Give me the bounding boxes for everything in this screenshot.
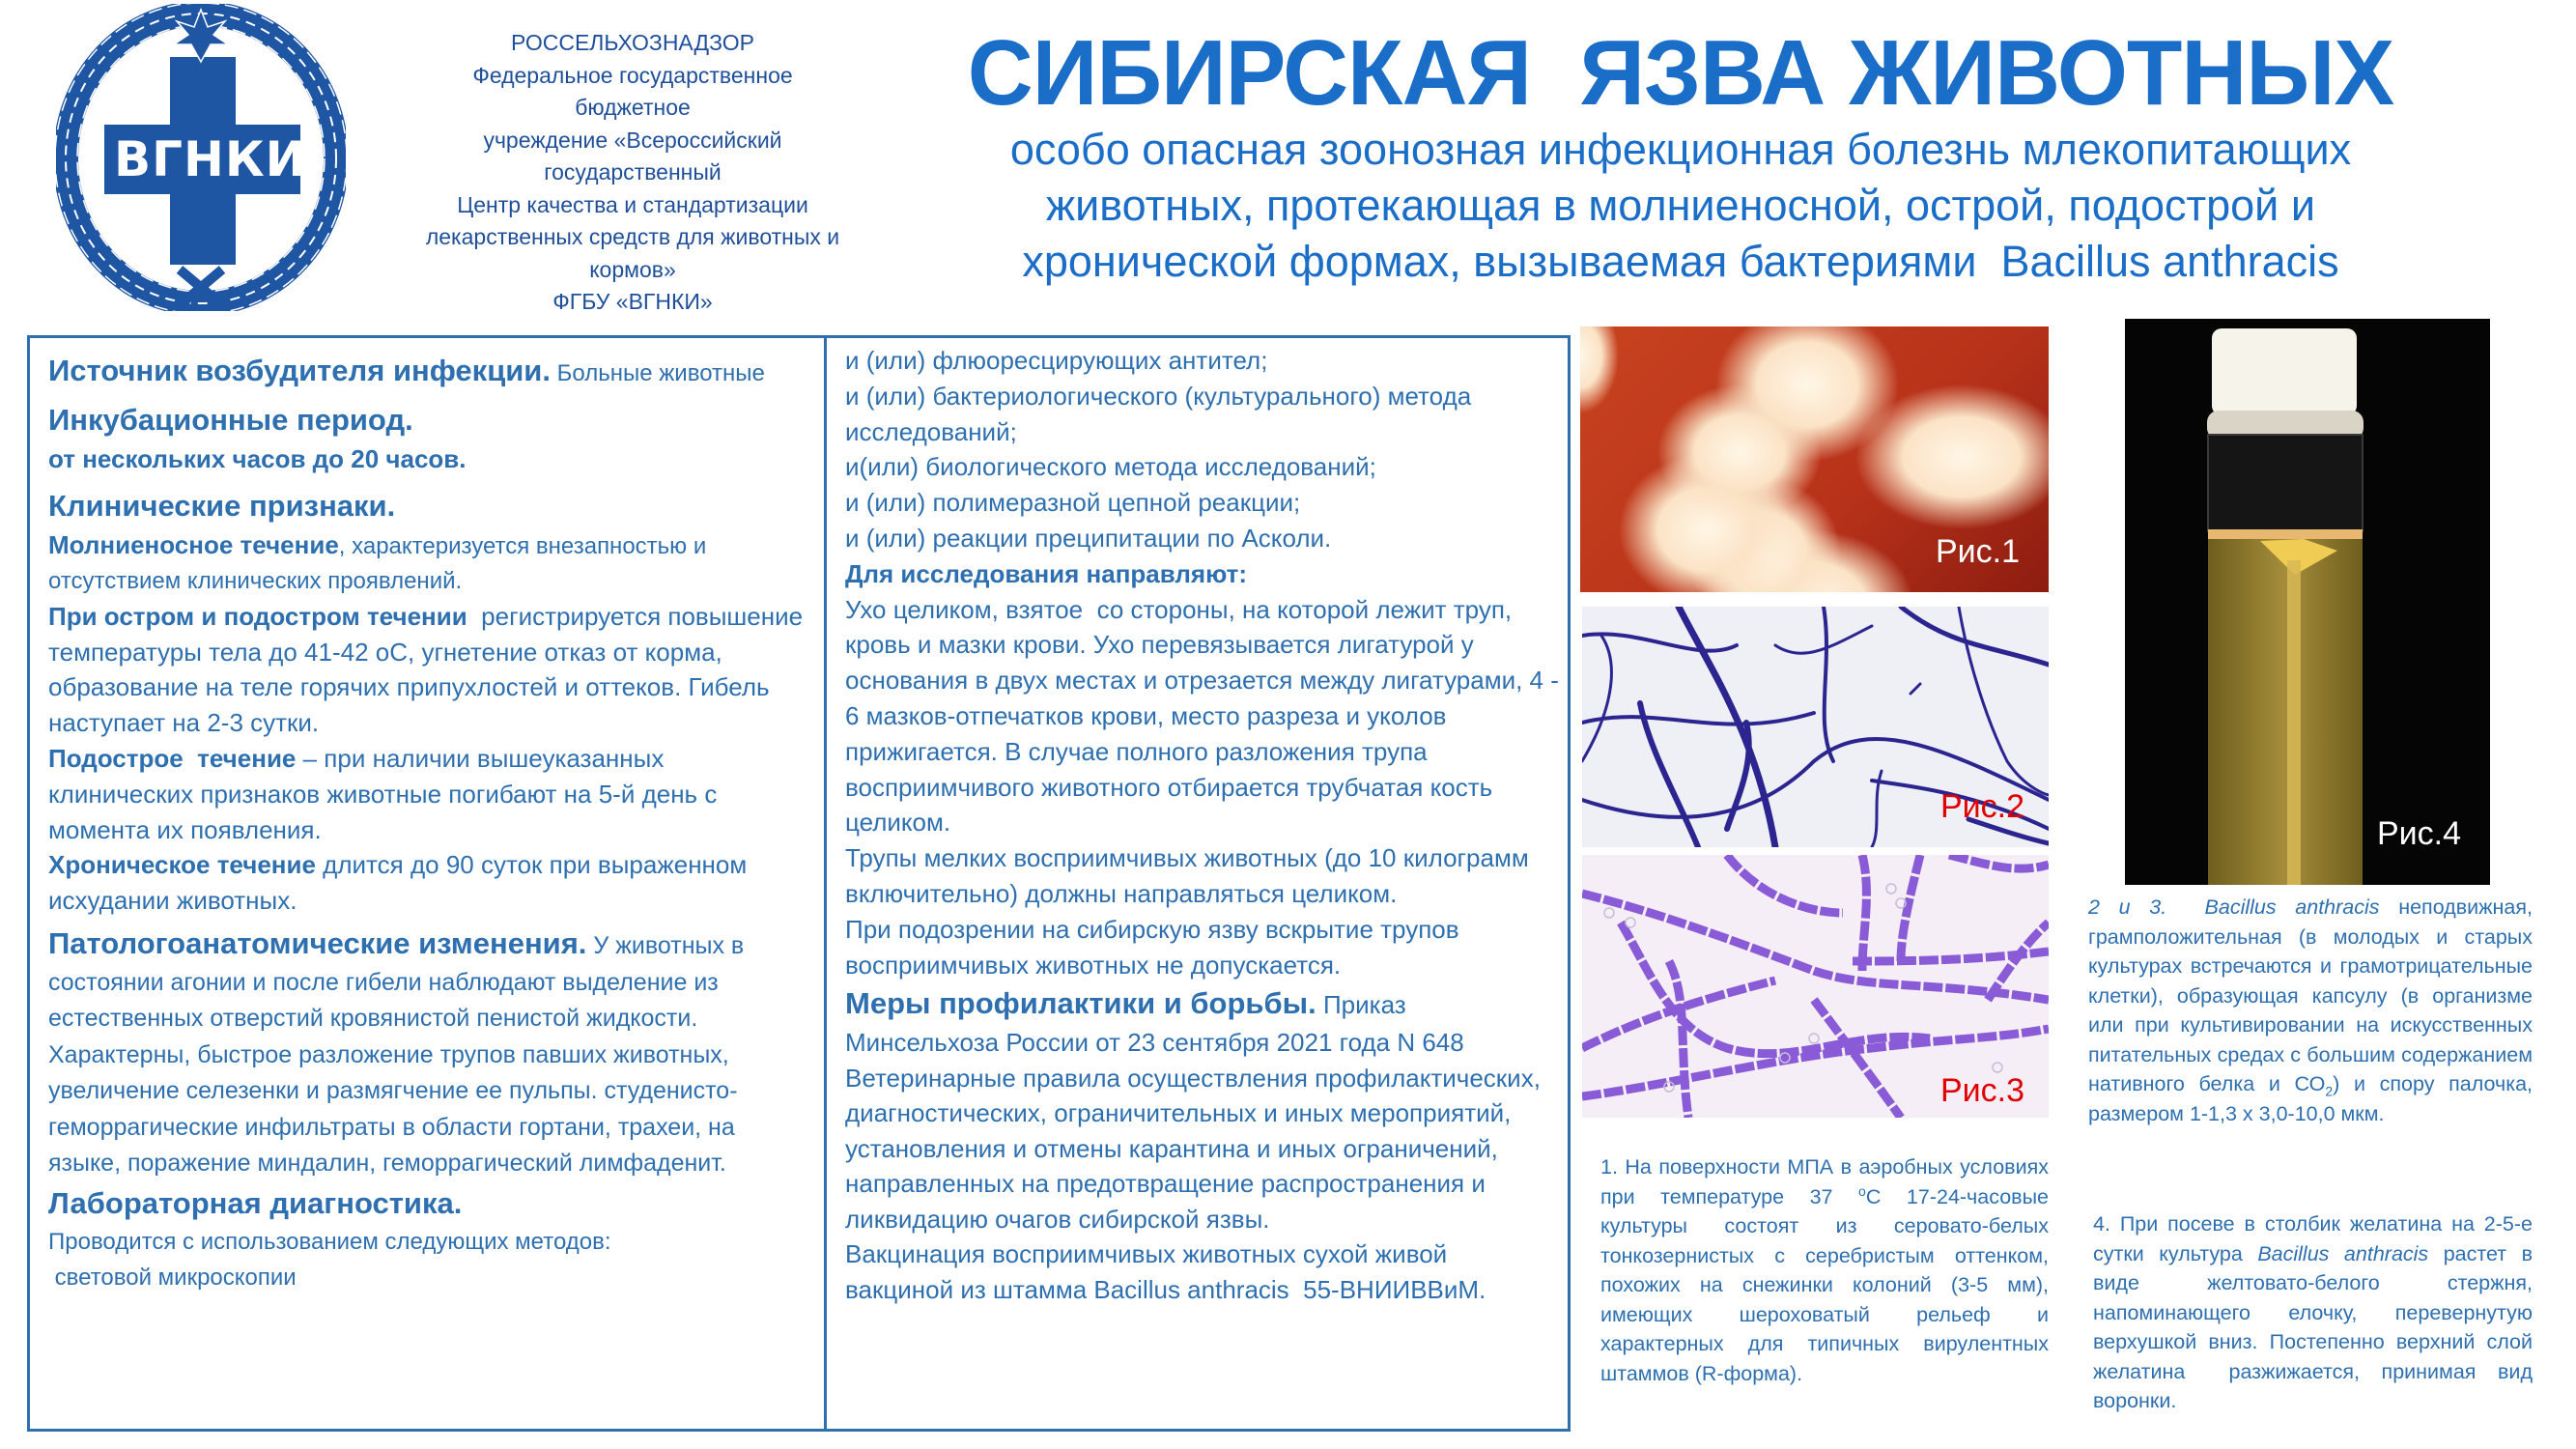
caption-text: 4. При посеве в столбик желатина на 2-5-е сутки культура <box>2093 1212 2533 1265</box>
figure-1-colonies-image <box>1580 327 2049 592</box>
org-line: учреждение «Всероссийский <box>483 127 782 153</box>
section-pathology <box>48 923 811 1182</box>
org-line: лекарственных средств для животных и <box>425 224 840 249</box>
test-tube-icon <box>2125 319 2490 885</box>
section-clinical <box>48 485 811 527</box>
section-heading: Лабораторная диагностика. <box>48 1185 463 1220</box>
section-text: Проводится с использованием следующих методов: <box>48 1228 611 1255</box>
lab-method: и (или) полимеразной цепной реакции; <box>845 488 1301 518</box>
caption-figure-4 <box>2093 1209 2539 1416</box>
org-line: кормов» <box>589 256 676 282</box>
column-divider <box>824 335 827 1432</box>
caption-text: С 17-24-часовые культуры состоят из серовато-белых тонкозернистых с серебристым оттенком, похожих на снежинки колоний (3-5 мм), имеющих шероховатый рельеф и характерных для типичных вирулентных штаммов (R-форма). <box>1600 1184 2049 1385</box>
vgnki-logo <box>56 4 346 311</box>
page-title: СИБИРСКАЯ ЯЗВА ЖИВОТНЫХ <box>967 21 2394 125</box>
subtitle-line: хронической формах, вызываемая бактериями Bacillus anthracis <box>1022 237 2339 286</box>
caption-species: Bacillus anthracis <box>2257 1241 2429 1265</box>
lab-method: и(или) биологического метода исследований; <box>845 452 1376 482</box>
figure-2-microscopy-image <box>1582 607 2049 847</box>
clinical-fulminant <box>48 527 811 599</box>
org-line: государственный <box>544 159 722 185</box>
send-paragraph: Ухо целиком, взятое со стороны, на которой лежит труп, кровь и мазки крови. Ухо перевязывается лигатурой у основания в двух местах и отрезается между лигатурами, 4 - 6 мазков-отпечатков крови, место разреза и уколов прижигается. В случае полного разложения трупа восприимчивого животного отбирается трубчатая кость целиком. <box>845 594 1567 838</box>
section-source <box>48 350 811 393</box>
organization-header <box>391 27 874 319</box>
caption-superscript: о <box>1858 1182 1866 1199</box>
info-column-right <box>845 343 1567 1308</box>
section-heading: Источник возбудителя инфекции. <box>48 354 551 387</box>
page-subtitle <box>889 122 2473 290</box>
form-text: – при наличии вышеуказанных клинических признаков животные погибают на 5-й день с момента их появления. <box>48 743 718 844</box>
figure-label: Рис.2 <box>1939 788 2024 825</box>
section-lab <box>48 1182 811 1296</box>
caption-text: растет в виде желтовато-белого стержня, напоминающего елочку, перевернутую верхушкой вниз. Постепенно верхний слой желатина разжижается, принимая вид воронки. <box>2093 1241 2539 1412</box>
caption-figures-2-3 <box>2088 893 2533 1128</box>
section-incubation <box>48 399 811 477</box>
form-name: Хроническое течение <box>48 850 316 880</box>
form-name: Молниеносное течение <box>48 529 339 559</box>
form-text: регистрируется повышение температуры тела до 41-42 оС, угнетение отказ от корма, образование на теле горячих припухлостей и оттеков. Гибель наступает на 2-3 сутки. <box>48 601 810 738</box>
section-heading: Инкубационные период. <box>48 403 413 437</box>
form-name: При остром и подостром течении <box>48 601 467 631</box>
clinical-chronic <box>48 847 811 919</box>
figure-3-microscopy-image <box>1582 855 2049 1118</box>
caption-subscript: 2 <box>2325 1083 2334 1099</box>
org-line: Федеральное государственное <box>472 62 793 88</box>
lab-method: световой микроскопии <box>48 1264 297 1291</box>
send-paragraph: Трупы мелких восприимчивых животных (до 10 килограмм включительно) должны направляться целиком. <box>845 843 1529 908</box>
figure-label: Рис.3 <box>1939 1072 2024 1109</box>
figure-label: Рис.1 <box>1935 533 2020 570</box>
section-heading: Меры профилактики и борьбы. <box>845 986 1316 1021</box>
section-prevention <box>845 982 1560 1236</box>
section-heading: Патологоанатомические изменения. <box>48 925 587 960</box>
subtitle-line: особо опасная зоонозная инфекционная болезнь млекопитающих <box>1009 125 2352 174</box>
info-column-left <box>48 350 811 1296</box>
section-text: от нескольких часов до 20 часов. <box>48 444 467 473</box>
section-heading: Для исследования направляют: <box>845 558 1248 588</box>
org-line: бюджетное <box>575 95 691 120</box>
logo-text: ВГНКИ <box>114 131 307 187</box>
clinical-acute <box>48 599 811 741</box>
form-name: Подострое течение <box>48 743 297 773</box>
send-paragraph: При подозрении на сибирскую язву вскрытие трупов восприимчивых животных не допускается. <box>845 914 1459 980</box>
form-text: , характеризуется внезапностью и отсутствием клинических проявлений. <box>48 532 707 594</box>
caption-figure-1 <box>1600 1152 2049 1388</box>
section-text: У животных в состоянии агонии и после гибели наблюдают выделение из естественных отверстий кровянистой пенистой жидкости. Характерны, быстрое разложение трупов павших животных, увеличение селезенки и размягчение ее пульпы. студенисто-геморрагические инфильтраты в области гортани, трахеи, на языке, поражение миндалин, геморрагический лимфаденит. <box>48 931 745 1178</box>
lab-method: и (или) реакции преципитации по Асколи. <box>845 523 1332 553</box>
caption-species: 2 и 3. Bacillus anthracis <box>2088 895 2380 919</box>
org-line: ФГБУ «ВГНКИ» <box>552 289 713 314</box>
section-text: Больные животные <box>550 360 765 386</box>
caption-text: неподвижная, грамположительная (в молодых и старых культурах встречаются и грамотрицательные клетки), образующая капсулу (в организме или при культивировании на искусственных питательных средах с большим содержанием нативного белка и СО <box>2088 895 2533 1095</box>
figure-4-tube-culture-image <box>2125 319 2490 885</box>
section-text: Приказ Минсельхоза России от 23 сентября 2021 года N 648 Ветеринарные правила осуществления профилактических, диагностических, ограничительных и иных мероприятий, установления и отмены карантина и иных ограничений, направленных на предотвращение распространения и ликвидацию очагов сибирской язвы. <box>845 990 1541 1234</box>
subtitle-line: животных, протекающая в молниеносной, острой, подострой и <box>1046 181 2315 230</box>
caption-text: 1. На поверхности МПА в аэробных условиях при температуре 37 <box>1600 1155 2049 1208</box>
lab-method: и (или) бактериологического (культурального) метода исследований; <box>845 381 1472 446</box>
caption-text: ) и спору палочка, размером 1-1,3 х 3,0-10,0 мкм. <box>2088 1072 2533 1125</box>
section-heading: Клинические признаки. <box>48 488 396 523</box>
clinical-subacute <box>48 741 811 847</box>
org-line: Центр качества и стандартизации <box>457 191 808 217</box>
form-text: длится до 90 суток при выраженном исхудании животных. <box>48 850 748 916</box>
lab-method: и (или) флюоресцирующих антител; <box>845 346 1268 375</box>
figure-label: Рис.4 <box>2376 815 2461 852</box>
org-line: РОССЕЛЬХОЗНАДЗОР <box>511 30 754 55</box>
vaccination-text: Вакцинация восприимчивых животных сухой живой вакциной из штамма Bacillus anthracis 55-ВНИИВВиМ. <box>845 1239 1486 1305</box>
